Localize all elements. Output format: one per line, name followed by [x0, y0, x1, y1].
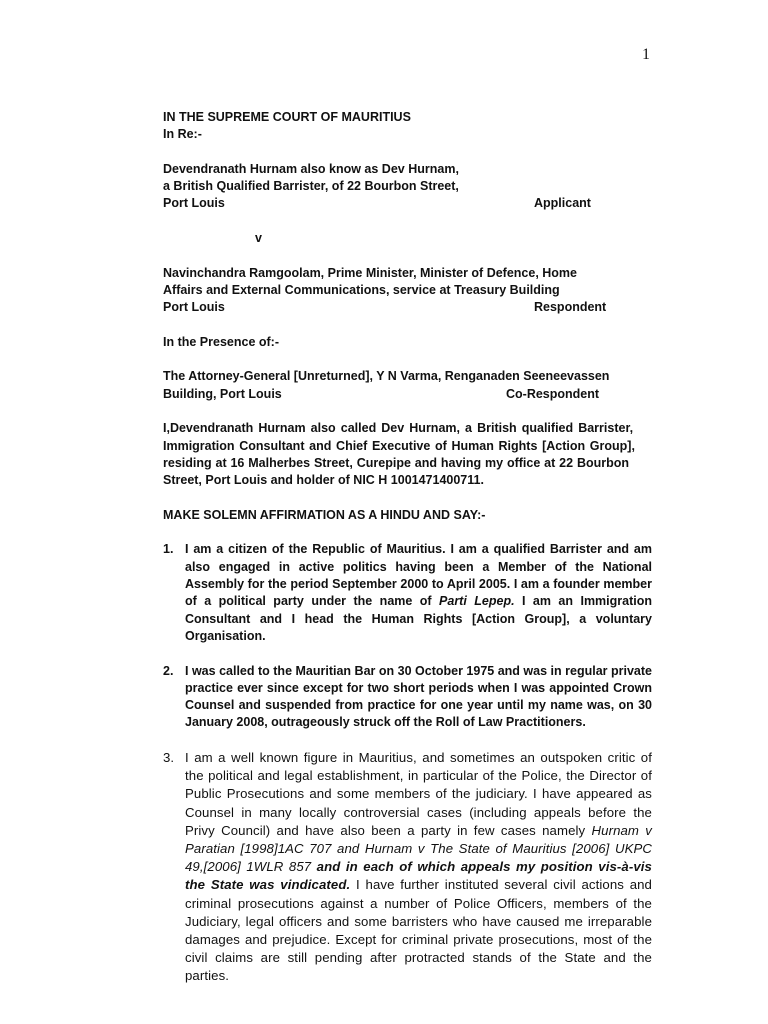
intro-paragraph	[163, 420, 652, 489]
paragraph-3	[163, 749, 652, 986]
applicant-line-1: Devendranath Hurnam also know as Dev Hurnam,	[163, 161, 459, 176]
co-respondent-role: Co-Respondent	[506, 386, 600, 401]
paragraph-number: 3.	[163, 749, 175, 765]
respondent-role: Respondent	[534, 300, 607, 315]
intro-line-1: I,Devendranath Hurnam also called Dev Hurnam, a British qualified Barrister,	[163, 421, 634, 436]
affirmation-heading: MAKE SOLEMN AFFIRMATION AS A HINDU AND SAY:-	[163, 507, 486, 522]
intro-line-3: residing at 16 Malherbes Street, Curepipe and having my office at 22 Bourbon	[163, 455, 630, 470]
paragraph-2	[163, 663, 652, 732]
court-title: IN THE SUPREME COURT OF MAURITIUS	[163, 110, 411, 124]
co-respondent-row	[163, 386, 652, 403]
respondent-row	[163, 299, 652, 316]
paragraph-text: I am an Immigration Consultant and I head the Human Rights [Action Group], a voluntary Organisation.	[185, 594, 652, 643]
presence-heading: In the Presence of:-	[163, 334, 279, 349]
paragraph-text: I have further instituted several civil actions and criminal prosecutions against a number of Police Officers, members of the Judiciary, legal officers and some barristers who have caused me irreparable damages and prejudice. Except for criminal private prosecutions, most of the civil claims are still pending after protracted stands of the State and the parties.	[185, 877, 652, 984]
respondent-line-3: Port Louis	[163, 300, 225, 315]
paragraph-text: I am a citizen of the Republic of Mauritius. I am a qualified Barrister and am also engaged in active politics having been a Member of the National Assembly for the period September 2000 to April 2005. I am a founder member of a political party under the name of	[185, 542, 652, 609]
party-name-italic: Parti Lepep.	[439, 594, 515, 609]
in-re-label: In Re:-	[163, 127, 202, 142]
presence-line-2: Building, Port Louis	[163, 386, 282, 401]
page-number: 1	[642, 46, 650, 63]
applicant-line-2: a British Qualified Barrister, of 22 Bourbon Street,	[163, 179, 459, 194]
case-citations: Hurnam v Paratian [1998]1AC 707 and Hurnam v The State of Mauritius [2006] UKPC 49,[2006] 1WLR 857	[185, 822, 652, 875]
paragraph-1	[163, 541, 652, 645]
applicant-role: Applicant	[534, 196, 591, 211]
paragraph-text: I was called to the Mauritian Bar on 30 October 1975 and was in regular private practice ever since except for two short periods when I was appointed Crown Counsel and suspended from practice for one year until my name was, on 30 January 2008, outrageously struck off the Roll of Law Practitioners.	[185, 663, 652, 730]
respondent-line-1: Navinchandra Ramgoolam, Prime Minister, Minister of Defence, Home	[163, 265, 577, 280]
affidavit-document	[163, 109, 652, 986]
paragraph-text: I am a well known figure in Mauritius, and sometimes an outspoken critic of the political and legal establishment, in particular of the Police, the Director of Public Prosecutions and some members of the judiciary. I have appeared as Counsel in many locally controversial cases (including appeals before the Privy Council) and have also been a party in few cases namely	[185, 749, 652, 838]
respondent-line-2: Affairs and External Communications, service at Treasury Building	[163, 282, 560, 297]
applicant-line-3: Port Louis	[163, 196, 225, 211]
paragraph-number: 1.	[163, 542, 174, 557]
presence-line-1: The Attorney-General [Unreturned], Y N Varma, Renganaden Seeneevassen	[163, 369, 610, 384]
vindication-clause: and in each of which appeals my position vis-à-vis the State was vindicated.	[185, 859, 652, 893]
intro-line-2: Immigration Consultant and Chief Executive of Human Rights [Action Group],	[163, 438, 635, 453]
paragraph-number: 2.	[163, 663, 174, 678]
versus-label: v	[255, 231, 262, 246]
applicant-row	[163, 195, 652, 212]
intro-line-4: Street, Port Louis and holder of NIC H 1001471400711.	[163, 473, 484, 488]
numbered-paragraphs	[163, 541, 652, 985]
